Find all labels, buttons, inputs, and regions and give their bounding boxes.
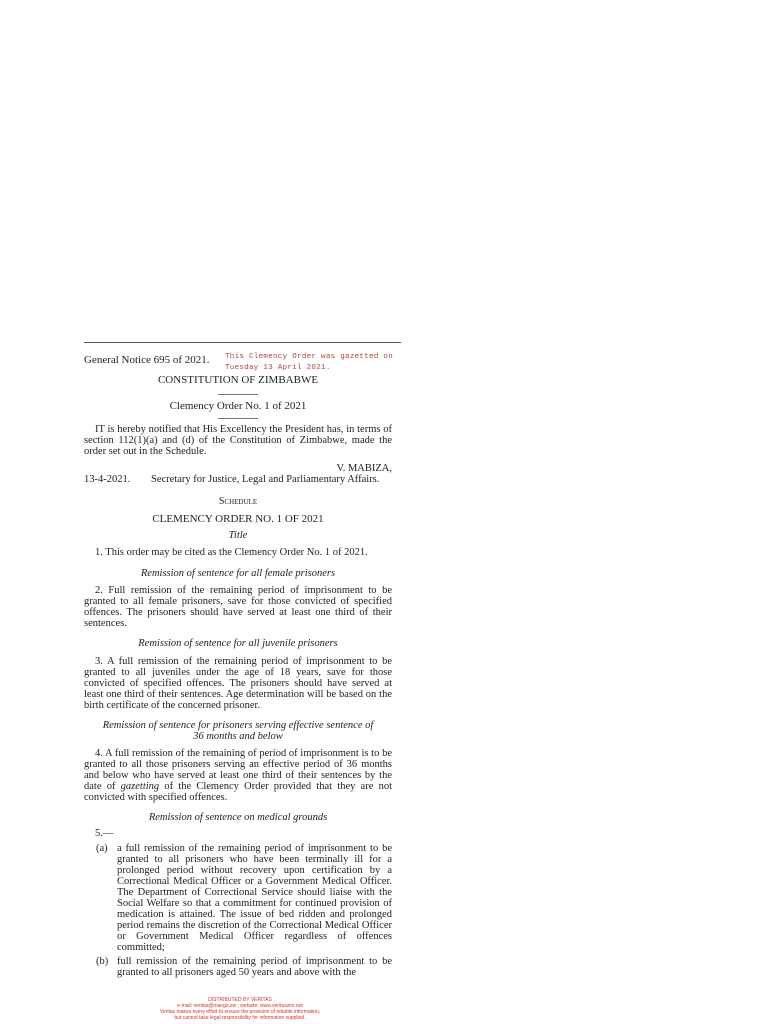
list-item-a [84, 843, 392, 953]
constitution-heading: CONSTITUTION OF ZIMBABWE [157, 374, 319, 386]
section-heading-36-months [84, 720, 392, 742]
list-item-b [84, 956, 392, 978]
list-marker: (b) [96, 956, 109, 967]
divider [218, 394, 258, 395]
notice-date: 13-4-2021. [84, 474, 131, 485]
list-marker: (a) [96, 843, 108, 854]
section-heading-line: Remission of sentence for prisoners serving effective sentence of [102, 720, 374, 731]
section-heading-line: 36 months and below [193, 731, 283, 742]
order-title: Clemency Order No. 1 of 2021 [169, 400, 307, 412]
section-heading-juvenile: Remission of sentence for all juvenile prisoners [138, 638, 338, 649]
schedule-label: Schedule [218, 496, 258, 507]
general-notice-number: General Notice 695 of 2021. [84, 354, 210, 366]
gazette-stamp [225, 352, 393, 373]
paragraph-5: 5.— [95, 828, 114, 839]
list-item-text: full remission of the remaining period of imprisonment to be granted to all prisoners aged 50 years and above with the [117, 956, 392, 978]
section-heading-female: Remission of sentence for all female prisoners [140, 568, 336, 579]
paragraph-2: 2. Full remission of the remaining period of imprisonment to be granted to all female prisoners, save for those convicted of specified offences. The prisoners should have served at least one third of their sentences. [84, 585, 392, 629]
veritas-footer [100, 997, 380, 1021]
footer-line: but cannot take legal responsibility for information supplied. [174, 1015, 306, 1021]
top-rule [84, 342, 401, 343]
divider [218, 418, 258, 419]
preamble-paragraph: IT is hereby notified that His Excellency the President has, in terms of section 112(1)(a) and (d) of the Constitution of Zimbabwe, made the order set out in the Schedule. [84, 424, 392, 457]
signatory-title: Secretary for Justice, Legal and Parliamentary Affairs. [151, 474, 380, 485]
footer-line: DISTRIBUTED BY VERITAS [208, 997, 272, 1003]
title-subheading: Title [228, 530, 248, 541]
paragraph-4-text: 4. A full remission of the remaining of period of imprisonment is to be granted to all those prisoners serving an effective period of 36 months and below who have served at least one third of their sentences by the date of [84, 748, 392, 792]
footer-line: Veritas makes every effort to ensure the provision of reliable information, [159, 1009, 321, 1015]
signatory-name: V. MABIZA, [336, 463, 392, 474]
paragraph-4-emphasis: gazetting [120, 781, 160, 792]
paragraph-4-text: of the Clemency Order provided that they are not convicted with specified offences. [84, 781, 392, 803]
gazette-stamp-line: Tuesday 13 April 2021. [225, 363, 331, 372]
paragraph-4 [84, 748, 392, 803]
gazette-stamp-line: This Clemency Order was gazetted on [225, 353, 394, 361]
paragraph-3: 3. A full remission of the remaining period of imprisonment to be granted to all juveniles under the age of 18 years, save for those convicted of specified offences. The prisoners should have served at least one third of their sentences. Age determination will be based on the birth certificate of the concerned prisoner. [84, 656, 392, 711]
list-item-text: a full remission of the remaining period of imprisonment to be granted to all prisoners who have been terminally ill for a prolonged period without recovery upon certification by a Correctional Medical Officer or a Government Medical Officer. The Department of Correctional Service should liaise with the Social Welfare so that a commitment for continued provision of medication is attained. The issue of bed ridden and prolonged period remains the discretion of the Correctional Medical Officer or Government Medical Officer regardless of offences committed; [117, 843, 392, 953]
footer-line: e-mail: veritas@mango.zw ; website: www.veritaszim.net [177, 1003, 303, 1009]
paragraph-1: 1. This order may be cited as the Clemency Order No. 1 of 2021. [95, 547, 368, 558]
schedule-heading: CLEMENCY ORDER NO. 1 OF 2021 [152, 513, 324, 525]
section-heading-medical: Remission of sentence on medical grounds [148, 812, 328, 823]
